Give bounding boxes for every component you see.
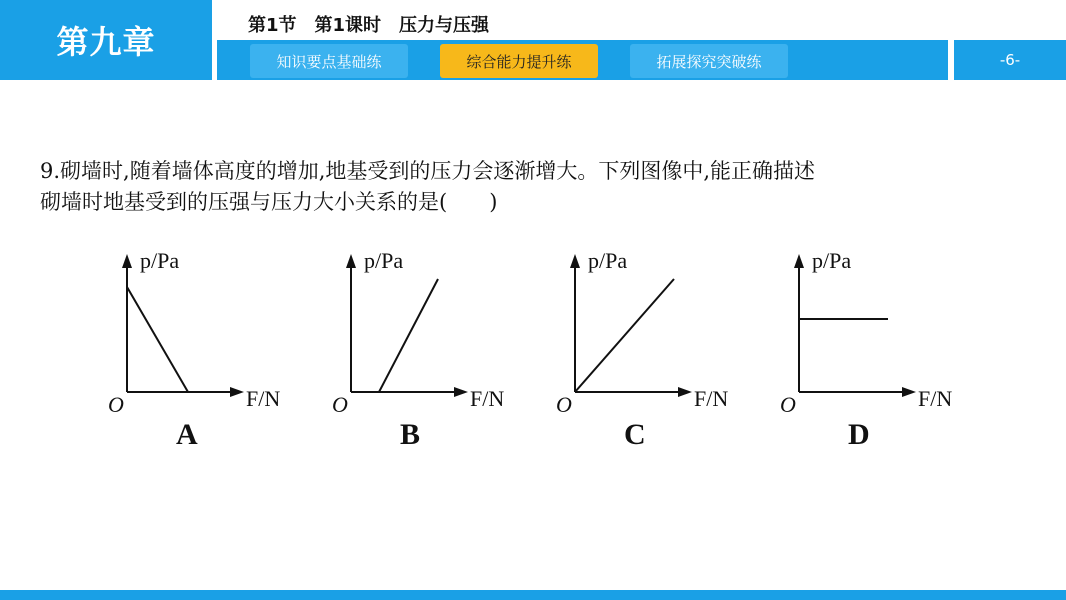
tab-basic-practice[interactable]: 知识要点基础练: [250, 44, 408, 78]
option-letter: C: [624, 418, 646, 451]
graph-b[interactable]: [324, 240, 524, 460]
graph-b-plot: [324, 240, 524, 460]
pressure-line: [379, 279, 438, 392]
x-axis-label: F/N: [246, 386, 281, 411]
x-axis-arrow: [230, 387, 244, 397]
origin-label: O: [780, 392, 796, 417]
y-axis-label: p/Pa: [364, 248, 404, 273]
tab-comprehensive-practice[interactable]: 综合能力提升练: [440, 44, 598, 78]
origin-label: O: [556, 392, 572, 417]
question-line-1: 9.砌墙时,随着墙体高度的增加,地基受到的压力会逐渐增大。下列图像中,能正确描述: [40, 159, 816, 183]
y-axis-arrow: [794, 254, 804, 268]
y-axis-label: p/Pa: [588, 248, 628, 273]
x-axis-label: F/N: [918, 386, 953, 411]
pressure-line: [575, 279, 674, 392]
origin-label: O: [332, 392, 348, 417]
option-letter: D: [848, 418, 870, 451]
graph-c-plot: [548, 240, 748, 460]
y-axis-arrow: [570, 254, 580, 268]
x-axis-arrow: [902, 387, 916, 397]
y-axis-label: p/Pa: [812, 248, 852, 273]
y-axis-arrow: [122, 254, 132, 268]
y-axis-arrow: [346, 254, 356, 268]
graph-a[interactable]: [100, 240, 300, 460]
question-text: [40, 156, 1040, 218]
option-letter: B: [400, 418, 421, 451]
option-letter: A: [176, 418, 198, 451]
graph-d-plot: [772, 240, 972, 460]
origin-label: O: [108, 392, 124, 417]
x-axis-label: F/N: [694, 386, 729, 411]
y-axis-label: p/Pa: [140, 248, 180, 273]
pressure-line: [127, 287, 188, 392]
chapter-label: 第九章: [0, 0, 212, 80]
bottom-bar: [0, 590, 1066, 600]
graph-a-plot: [100, 240, 300, 460]
question-line-2: 砌墙时地基受到的压强与压力大小关系的是( ): [40, 190, 498, 214]
x-axis-arrow: [678, 387, 692, 397]
lesson-title: 第1节 第1课时 压力与压强: [248, 15, 490, 36]
x-axis-label: F/N: [470, 386, 505, 411]
tab-extension-practice[interactable]: 拓展探究突破练: [630, 44, 788, 78]
graph-d[interactable]: [772, 240, 972, 460]
page-number: -6-: [954, 40, 1066, 80]
x-axis-arrow: [454, 387, 468, 397]
graph-c[interactable]: [548, 240, 748, 460]
